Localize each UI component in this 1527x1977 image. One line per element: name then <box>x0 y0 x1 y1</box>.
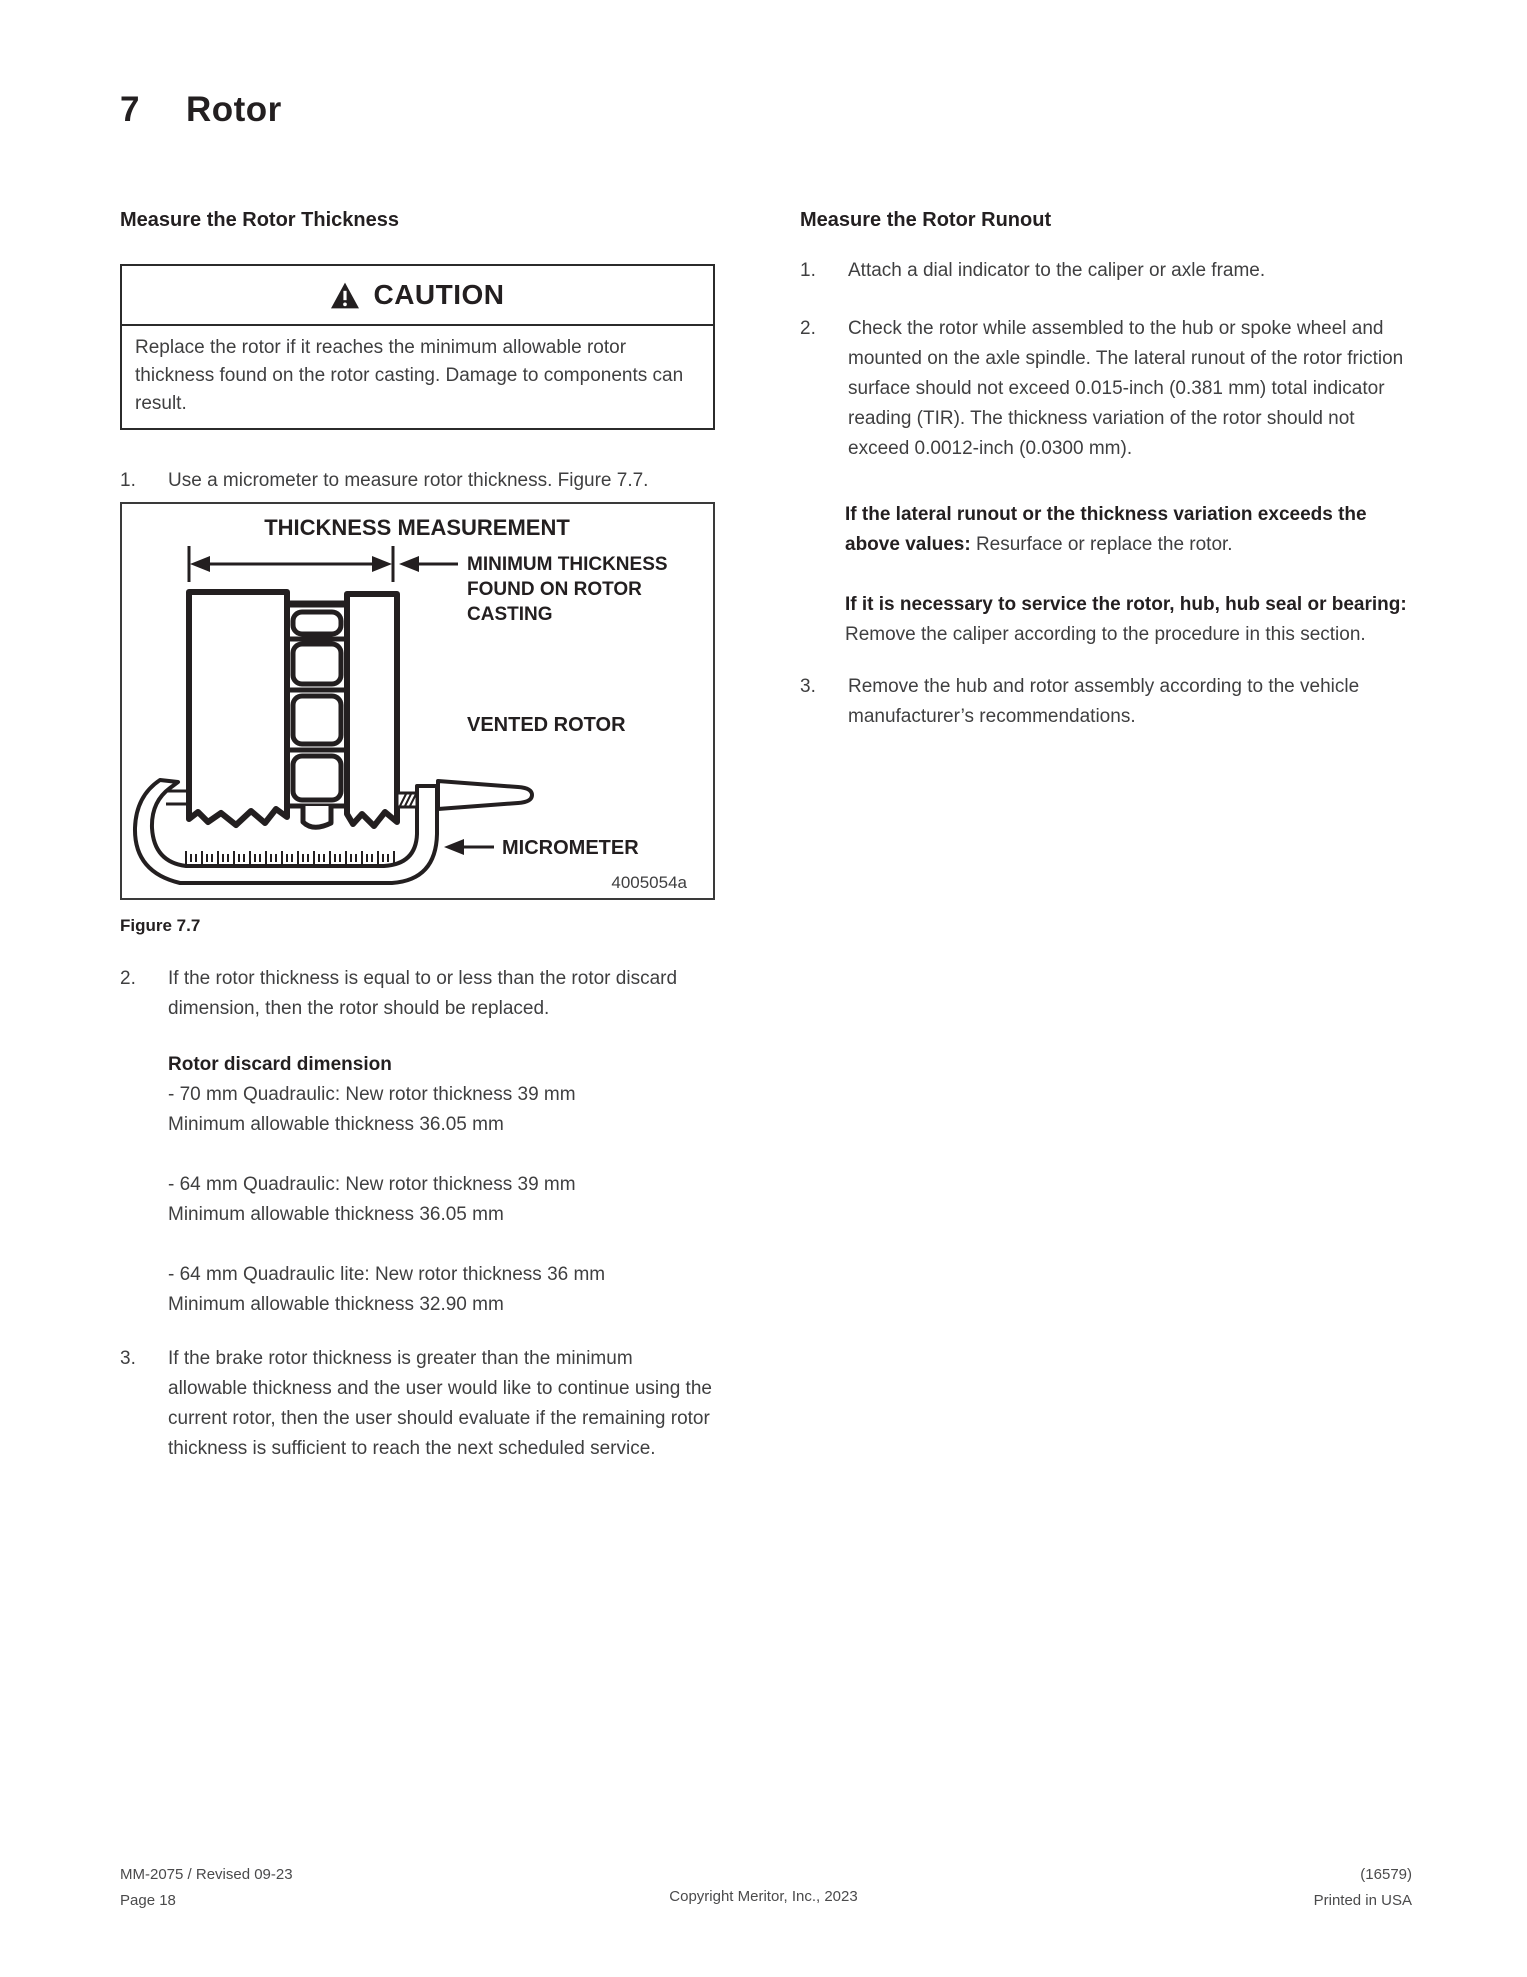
caution-title: CAUTION <box>373 279 505 310</box>
caution-header <box>122 266 713 326</box>
step-item <box>800 672 1418 732</box>
figure-title: THICKNESS MEASUREMENT <box>264 515 570 540</box>
warning-icon <box>330 282 360 309</box>
rotor-cross-section <box>189 592 397 827</box>
step-text: If the brake rotor thickness is greater than the minimum allowable thickness and the user would like to continue using the current rotor, then the user should evaluate if the remaining rotor thickness is sufficient to reach the next scheduled service. <box>168 1348 712 1459</box>
step-item <box>120 466 715 496</box>
figure-caption: Figure 7.7 <box>120 916 201 935</box>
discard-line: - 64 mm Quadraulic lite: New rotor thickness 36 mm <box>168 1264 606 1285</box>
heading-measure-rotor-runout: Measure the Rotor Runout <box>800 209 1052 231</box>
discard-heading: Rotor discard dimension <box>168 1054 392 1075</box>
label-vented-rotor: VENTED ROTOR <box>467 714 626 736</box>
note-bold-text: If the lateral runout or the thickness variation exceeds the above values: <box>845 504 1367 555</box>
discard-line: - 64 mm Quadraulic: New rotor thickness 39 mm <box>168 1174 576 1195</box>
discard-line: - 70 mm Quadraulic: New rotor thickness 39 mm <box>168 1084 576 1105</box>
step-item <box>800 314 1418 464</box>
step-number: 2. <box>800 318 816 339</box>
section-title <box>120 88 715 132</box>
section-number: 7 <box>120 90 140 129</box>
caution-text: Replace the rotor if it reaches the minimum allowable rotor thickness found on the rotor casting. Damage to components can result. <box>135 337 684 414</box>
step-text: If the rotor thickness is equal to or less than the rotor discard dimension, then the rotor should be replaced. <box>168 968 678 1019</box>
footer-copyright: Copyright Meritor, Inc., 2023 <box>669 1888 858 1905</box>
discard-line: Minimum allowable thickness 32.90 mm <box>168 1294 504 1315</box>
note-bold-text: If it is necessary to service the rotor, hub, hub seal or bearing: <box>845 594 1407 615</box>
note-service-rotor <box>845 590 1418 650</box>
dimension-line <box>189 546 458 582</box>
step-number: 3. <box>120 1348 136 1369</box>
footer-printed-in: Printed in USA <box>1313 1892 1412 1909</box>
step-text: Use a micrometer to measure rotor thickness. Figure 7.7. <box>168 470 649 491</box>
note-regular-text: Remove the caliper according to the procedure in this section. <box>845 624 1366 645</box>
figure-id: 4005054a <box>611 873 687 892</box>
note-regular-text: Resurface or replace the rotor. <box>970 534 1233 555</box>
label-minimum-thickness: MINIMUM THICKNESS FOUND ON ROTOR CASTING <box>467 554 668 625</box>
footer-page-number: Page 18 <box>120 1892 176 1909</box>
discard-entry <box>168 1170 715 1230</box>
right-column <box>800 208 1418 732</box>
step-number: 1. <box>120 470 136 491</box>
step-number: 1. <box>800 260 816 281</box>
step-text: Check the rotor while assembled to the hub or spoke wheel and mounted on the axle spindle. The lateral runout of the rotor friction surface should not exceed 0.015-inch (0.381 mm) total indicator reading (TIR). The thickness variation of the rotor should not exceed 0.0012-inch (0.0300 mm). <box>848 318 1404 459</box>
rotor-discard-dimensions <box>168 1050 715 1320</box>
step-number: 3. <box>800 676 816 697</box>
discard-entry <box>168 1260 715 1320</box>
discard-line: Minimum allowable thickness 36.05 mm <box>168 1204 504 1225</box>
footer-right <box>1314 1862 1412 1914</box>
discard-entry <box>168 1080 715 1140</box>
footer-doc-ref: MM-2075 / Revised 09-23 <box>120 1866 293 1883</box>
step-text: Remove the hub and rotor assembly according to the vehicle manufacturer’s recommendations. <box>848 676 1360 727</box>
heading-measure-rotor-thickness: Measure the Rotor Thickness <box>120 209 399 231</box>
discard-line: Minimum allowable thickness 36.05 mm <box>168 1114 504 1135</box>
label-micrometer: MICROMETER <box>502 837 639 859</box>
step-number: 2. <box>120 968 136 989</box>
caution-box <box>120 264 715 430</box>
step-text: Attach a dial indicator to the caliper or axle frame. <box>848 260 1266 281</box>
step-item <box>800 256 1418 286</box>
note-lateral-runout <box>845 500 1418 560</box>
step-item <box>120 964 715 1024</box>
figure-thickness-measurement <box>120 502 715 900</box>
section-name: Rotor <box>185 90 282 129</box>
rotor-thickness-diagram <box>122 504 713 898</box>
footer-code: (16579) <box>1360 1866 1412 1883</box>
step-item <box>120 1344 715 1464</box>
left-column <box>120 88 715 1464</box>
